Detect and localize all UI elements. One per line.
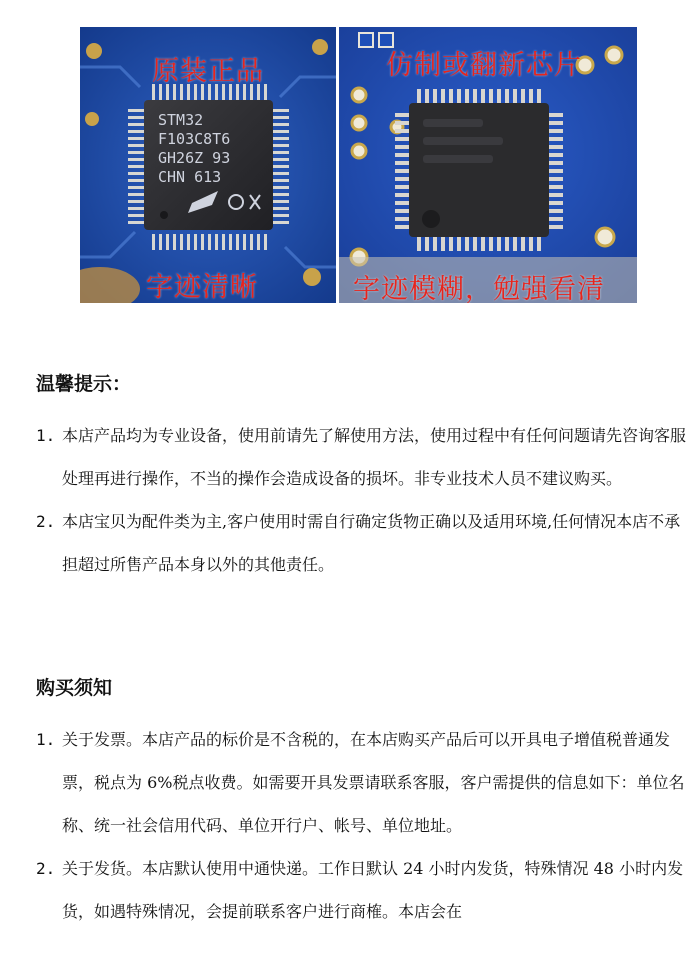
item-number: 2. [36, 859, 56, 878]
fake-chip-label: 仿制或翻新芯片 [386, 50, 582, 81]
tips-section [36, 372, 686, 586]
fake-chip-photo [339, 27, 637, 303]
item-number: 2. [36, 512, 56, 531]
item-number: 1. [36, 426, 56, 445]
tips-heading: 温馨提示： [36, 373, 132, 395]
purchase-item [36, 718, 686, 847]
blurry-marking-label: 字迹模糊，勉强看清 [353, 274, 605, 303]
tips-item [36, 500, 686, 586]
purchase-section [36, 676, 686, 933]
tips-list [36, 414, 686, 586]
item-text: 关于发票。本店产品的标价是不含税的，在本店购买产品后可以开具电子增值税普通发票，税点为 6%税点收费。如需要开具发票请联系客服，客户需提供的信息如下：单位名称、统一社会信用代码、单位开行户、帐号、单位地址。 [62, 730, 685, 835]
item-text: 关于发货。本店默认使用中通快递。工作日默认 24 小时内发货，特殊情况 48 小时内发货，如遇特殊情况，会提前联系客户进行商榷。本店会在 [62, 859, 684, 921]
svg-text:F103C8T6: F103C8T6 [158, 130, 231, 148]
item-number: 1. [36, 730, 56, 749]
svg-text:STM32: STM32 [158, 111, 204, 129]
genuine-label: 原装正品 [152, 56, 264, 87]
purchase-item [36, 847, 686, 933]
item-text: 本店产品均为专业设备，使用前请先了解使用方法，使用过程中有任何问题请先咨询客服处理再进行操作，不当的操作会造成设备的损坏。非专业技术人员不建议购买。 [62, 426, 687, 488]
item-text: 本店宝贝为配件类为主,客户使用时需自行确定货物正确以及适用环境,任何情况本店不承担超过所售产品本身以外的其他责任。 [62, 512, 681, 574]
clear-marking-label: 字迹清晰 [146, 272, 258, 303]
tips-item [36, 414, 686, 500]
purchase-heading: 购买须知 [36, 677, 113, 699]
svg-text:CHN 613: CHN 613 [158, 168, 222, 186]
svg-text:GH26Z 93: GH26Z 93 [158, 149, 231, 167]
purchase-list [36, 718, 686, 933]
genuine-chip-photo [80, 27, 336, 303]
